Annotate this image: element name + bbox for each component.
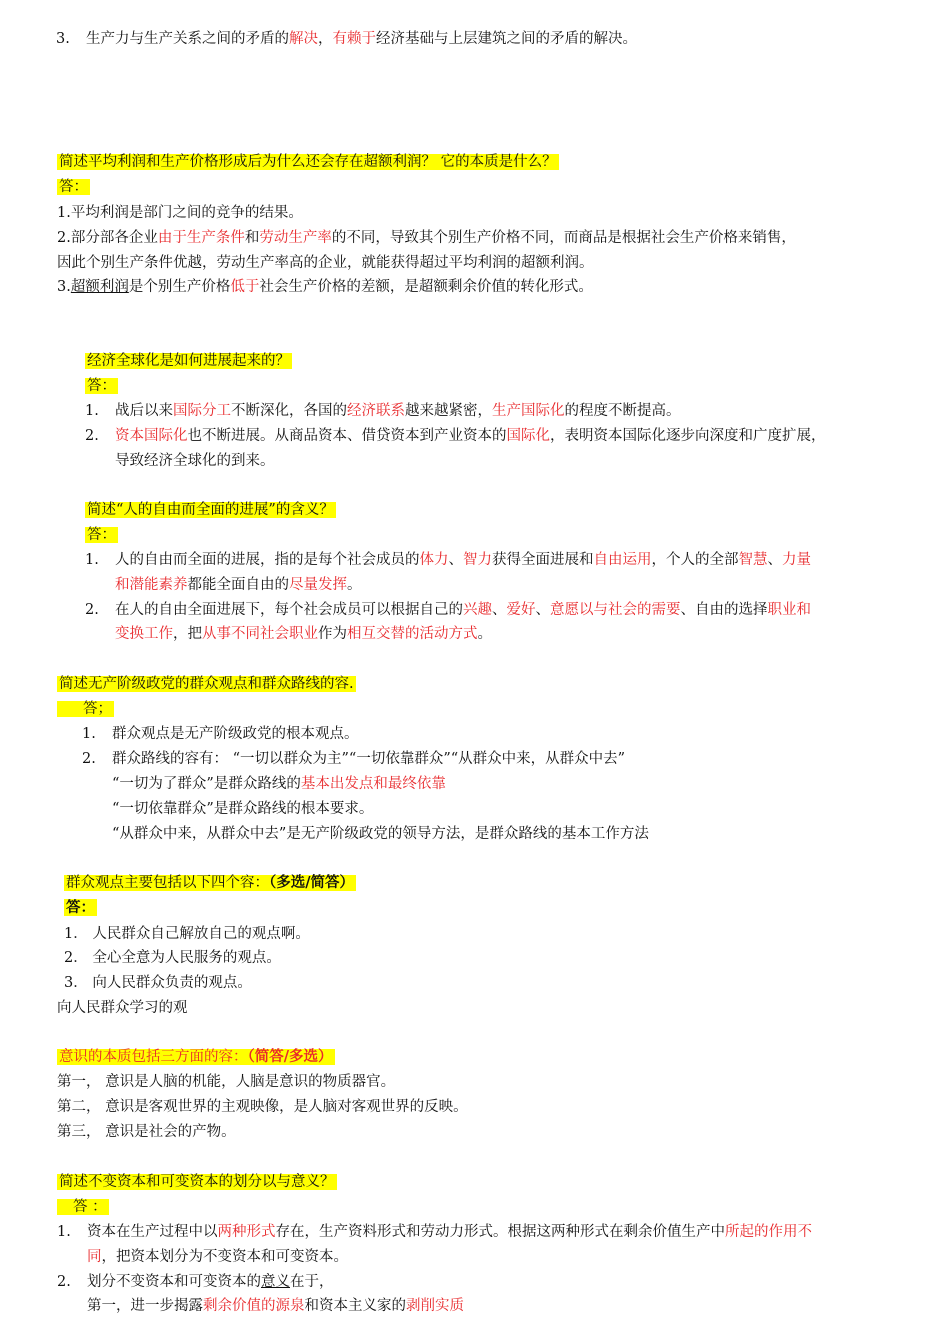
text-line: 因此个别生产条件优越，劳动生产率高的企业，就能获得超过平均利润的超额利润。 bbox=[57, 255, 594, 271]
red-text: 所起的作用不 bbox=[725, 1224, 812, 1240]
red-text: 尽量发挥 bbox=[289, 577, 347, 593]
red-text: 有赖于 bbox=[332, 31, 376, 47]
list-number: 2. bbox=[85, 602, 99, 618]
red-text: 剥削实质 bbox=[406, 1298, 464, 1314]
text: 获得全面进展和 bbox=[492, 552, 594, 568]
answer-label bbox=[85, 525, 118, 545]
text: 资本在生产过程中以 bbox=[87, 1224, 218, 1240]
answer-label bbox=[57, 699, 114, 719]
list-item bbox=[85, 600, 811, 620]
text-line: 第三， 意识是社会的产物。 bbox=[57, 1124, 236, 1140]
text: 群众观点主要包括以下四个容： bbox=[66, 875, 269, 891]
red-text: 相互交替的活动方式 bbox=[347, 626, 478, 642]
list-item: 2． 全心全意为人民服务的观点。 bbox=[64, 950, 281, 966]
list-item: 3． 向人民群众负责的观点。 bbox=[64, 975, 252, 991]
text: 的程度不断提高。 bbox=[564, 403, 681, 419]
list-number: 2. bbox=[82, 751, 96, 767]
text: ，个人的全部 bbox=[651, 552, 739, 568]
highlighted-text: 答： bbox=[87, 378, 116, 394]
list-number: 1. bbox=[85, 403, 99, 419]
text-line bbox=[87, 1296, 464, 1316]
list-item bbox=[85, 401, 681, 421]
text: 和资本主义家的 bbox=[304, 1298, 406, 1314]
text-line: “从群众中来，从群众中去”是无产阶级政党的领导方法，是群众路线的基本工作方法 bbox=[112, 826, 649, 842]
red-text: 生产国际化 bbox=[492, 403, 565, 419]
text-line: 导致经济全球化的到来。 bbox=[115, 453, 275, 469]
red-text: 国际分工 bbox=[173, 403, 231, 419]
text: ，把资本划分为不变资本和可变资本。 bbox=[101, 1249, 348, 1265]
text: 经济基础与上层建筑之间的矛盾的解决。 bbox=[376, 31, 637, 47]
text-line bbox=[87, 1247, 348, 1267]
text: ，把 bbox=[173, 626, 202, 642]
answer-label bbox=[64, 898, 97, 918]
text: 、 bbox=[535, 602, 550, 618]
text: 第一，进一步揭露 bbox=[87, 1298, 203, 1314]
underlined-text: 意义 bbox=[261, 1274, 290, 1290]
text: 也不断进展。从商品资本、借贷资本到产业资本的 bbox=[187, 428, 507, 444]
highlighted-text: 简述平均利润和生产价格形成后为什么还会存在超额利润？ 它的本质是什么？ bbox=[59, 154, 557, 170]
text: 战后以来 bbox=[115, 403, 173, 419]
red-text: 智慧 bbox=[738, 552, 768, 568]
red-text: 劳动生产率 bbox=[259, 230, 332, 246]
text-line: 1.平均利润是部门之间的竞争的结果。 bbox=[57, 205, 303, 221]
red-text: 爱好 bbox=[506, 602, 536, 618]
text-line: 向人民群众学习的观 bbox=[57, 1000, 188, 1016]
highlighted-text: 简述无产阶级政党的群众观点和群众路线的容. bbox=[59, 676, 354, 692]
answer-label bbox=[57, 1197, 109, 1217]
question-heading bbox=[85, 500, 336, 520]
text-line bbox=[56, 29, 637, 49]
text: 在人的自由全面进展下，每个社会成员可以根据自己的 bbox=[115, 602, 463, 618]
question-heading bbox=[57, 674, 356, 694]
question-heading bbox=[57, 1047, 335, 1067]
text: ，表明资本国际化逐步向深度和广度扩展， bbox=[550, 428, 826, 444]
red-text: 职业和 bbox=[767, 602, 811, 618]
text-line bbox=[115, 624, 492, 644]
list-item bbox=[82, 749, 625, 769]
list-number: 1. bbox=[57, 1224, 71, 1240]
text: 。 bbox=[347, 577, 362, 593]
text: 意识的本质包括三方面的容： bbox=[59, 1049, 248, 1065]
highlighted-text: 答： bbox=[59, 179, 88, 195]
red-text: 同 bbox=[87, 1249, 102, 1265]
list-number: 2. bbox=[57, 1274, 71, 1290]
text: 在于， bbox=[290, 1274, 334, 1290]
red-text: 自由运用 bbox=[593, 552, 652, 568]
text-line: 第二， 意识是客观世界的主观映像，是人脑对客观世界的反映。 bbox=[57, 1099, 468, 1115]
text-line bbox=[112, 774, 446, 794]
text: 和 bbox=[244, 230, 260, 246]
bold-text: （简答/多选） bbox=[247, 1048, 333, 1065]
red-text: 力量 bbox=[782, 552, 811, 568]
list-item bbox=[82, 724, 359, 744]
red-text: 经济联系 bbox=[347, 403, 405, 419]
underlined-text: 超额利润 bbox=[70, 279, 129, 295]
highlighted-text: 答： bbox=[66, 899, 95, 916]
text-line: 第一， 意识是人脑的机能，人脑是意识的物质器官。 bbox=[57, 1074, 396, 1090]
text: 群众观点是无产阶级政党的根本观点。 bbox=[112, 726, 359, 742]
red-text: 两种形式 bbox=[217, 1224, 276, 1240]
text: 2.部分部各企业 bbox=[57, 230, 158, 246]
red-text: 和潜能素养 bbox=[115, 577, 188, 593]
answer-label bbox=[57, 177, 90, 197]
question-heading bbox=[64, 873, 356, 893]
text: ， bbox=[318, 31, 333, 47]
highlighted-text: 答： bbox=[87, 527, 116, 543]
highlighted-text bbox=[64, 875, 356, 891]
list-number: 3. bbox=[56, 31, 70, 47]
red-text: 智力 bbox=[463, 552, 492, 568]
text-line: “一切依靠群众”是群众路线的根本要求。 bbox=[112, 801, 374, 817]
highlighted-text: 经济全球化是如何进展起来的？ bbox=[87, 353, 290, 369]
red-text: 意愿以与社会的需要 bbox=[550, 602, 681, 618]
list-number: 1. bbox=[82, 726, 96, 742]
red-text: 低于 bbox=[230, 279, 260, 295]
text: 的不同，导致其个别生产价格不同，而商品是根据社会生产价格来销售， bbox=[331, 230, 796, 246]
list-item bbox=[57, 1222, 812, 1242]
red-text: 从事不同社会职业 bbox=[202, 626, 318, 642]
text: 人的自由而全面的进展，指的是每个社会成员的 bbox=[115, 552, 420, 568]
red-text: 兴趣 bbox=[463, 602, 492, 618]
text: 。 bbox=[477, 626, 492, 642]
text: 都能全面自由的 bbox=[187, 577, 289, 593]
highlighted-text: 简述“人的自由而全面的进展”的含义？ bbox=[87, 502, 334, 518]
text: 作为 bbox=[318, 626, 347, 642]
text: 越来越紧密， bbox=[405, 403, 492, 419]
text: 划分不变资本和可变资本的 bbox=[87, 1274, 261, 1290]
red-text: 解决 bbox=[289, 31, 318, 47]
red-text: 剩余价值的源泉 bbox=[203, 1298, 305, 1314]
text: 存在，生产资料形式和劳动力形式。根据这两种形式在剩余价值生产中 bbox=[275, 1224, 725, 1240]
text: 社会生产价格的差额，是超额剩余价值的转化形式。 bbox=[259, 279, 593, 295]
text: 、 bbox=[767, 552, 782, 568]
text: “一切为了群众”是群众路线的 bbox=[112, 776, 301, 792]
list-item bbox=[85, 550, 811, 570]
text: 、自由的选择 bbox=[680, 602, 768, 618]
bold-text: （多选/简答） bbox=[269, 874, 355, 891]
text: 是个别生产价格 bbox=[128, 279, 231, 295]
list-number: 1. bbox=[85, 552, 99, 568]
list-number: 2. bbox=[85, 428, 99, 444]
list-item bbox=[85, 426, 826, 446]
red-text: 国际化 bbox=[506, 428, 550, 444]
text-line bbox=[57, 277, 593, 297]
red-text: 变换工作 bbox=[115, 626, 173, 642]
text: 3. bbox=[57, 279, 71, 295]
text: 不断深化，各国的 bbox=[231, 403, 347, 419]
text: 生产力与生产关系之间的矛盾的 bbox=[86, 31, 289, 47]
highlighted-text: 答； bbox=[57, 701, 114, 717]
text-line bbox=[115, 575, 362, 595]
text: 、 bbox=[492, 602, 507, 618]
highlighted-text: 答 ： bbox=[57, 1199, 109, 1215]
red-text: 由于生产条件 bbox=[157, 230, 245, 246]
question-heading bbox=[57, 152, 559, 172]
list-item: 1． 人民群众自己解放自己的观点啊。 bbox=[64, 926, 310, 942]
red-text: 资本国际化 bbox=[115, 428, 188, 444]
answer-label bbox=[85, 376, 118, 396]
text: 群众路线的容有： “一切以群众为主”“一切依靠群众”“从群众中来，从群众中去” bbox=[112, 751, 626, 767]
question-heading bbox=[85, 351, 292, 371]
question-heading bbox=[57, 1172, 337, 1192]
red-text: 体力 bbox=[419, 552, 449, 568]
highlighted-text: 简述不变资本和可变资本的划分以与意义？ bbox=[59, 1174, 335, 1190]
highlighted-text bbox=[57, 1049, 335, 1065]
text: 、 bbox=[448, 552, 463, 568]
list-item bbox=[57, 1272, 334, 1292]
text-line bbox=[57, 228, 796, 248]
red-text: 基本出发点和最终依靠 bbox=[300, 776, 446, 792]
